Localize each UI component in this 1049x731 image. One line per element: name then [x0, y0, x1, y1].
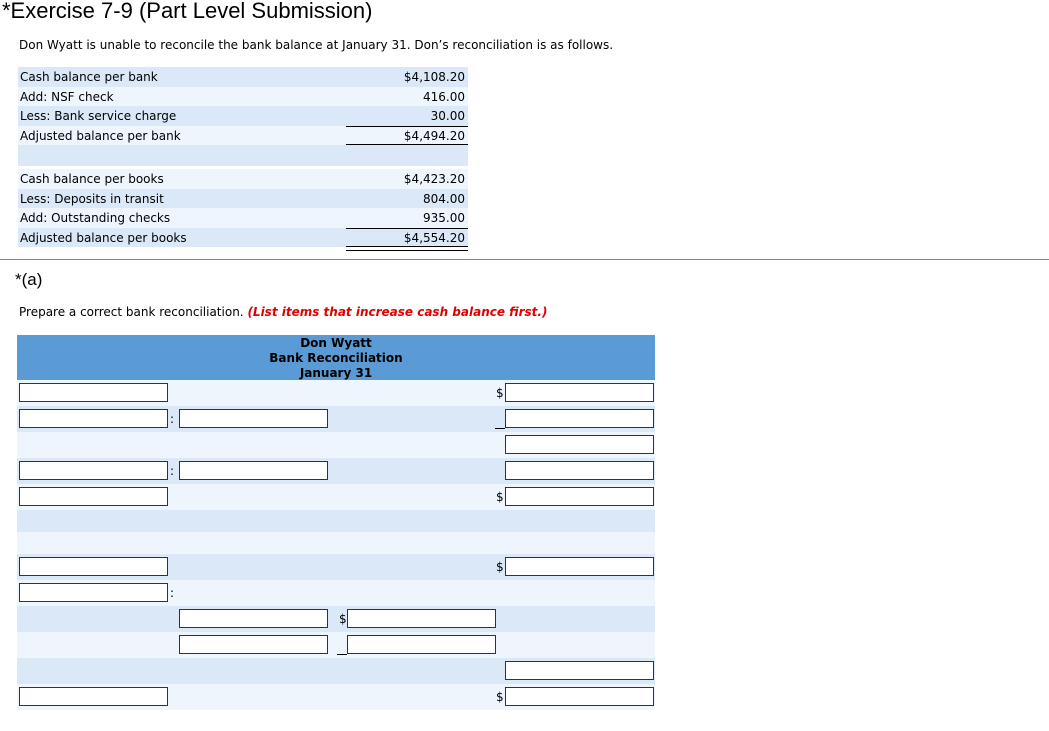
form-row	[17, 658, 655, 684]
amount-input[interactable]	[505, 435, 654, 454]
amount-input[interactable]	[505, 687, 654, 706]
form-row	[17, 458, 655, 484]
given-label: Add: Outstanding checks	[20, 211, 171, 225]
given-amount: 416.00	[423, 89, 465, 104]
given-row	[18, 208, 468, 228]
section-divider	[0, 259, 1049, 260]
subtotal-input[interactable]	[347, 609, 496, 628]
given-row	[18, 169, 468, 189]
given-row	[18, 67, 468, 87]
amount-input[interactable]	[505, 409, 654, 428]
colon: :	[170, 586, 175, 600]
instruction	[19, 305, 547, 319]
recon-header	[17, 335, 655, 380]
underline	[337, 654, 347, 655]
given-label: Adjusted balance per books	[20, 230, 187, 245]
form-row	[17, 632, 655, 658]
given-label: Less: Bank service charge	[20, 109, 177, 123]
form-row	[17, 554, 655, 580]
given-amount: 935.00	[423, 211, 465, 225]
currency-sign: $	[496, 690, 504, 704]
spacer-row	[17, 532, 655, 554]
given-amount: 804.00	[423, 191, 465, 206]
item-input[interactable]	[179, 609, 328, 628]
spacer-row	[18, 145, 468, 166]
form-row	[17, 484, 655, 510]
form-row	[17, 606, 655, 632]
form-row	[17, 406, 655, 432]
amount-input[interactable]	[505, 487, 654, 506]
double-underline	[346, 246, 468, 251]
part-label: *(a)	[15, 270, 43, 289]
given-amount: 30.00	[430, 109, 465, 123]
account-input[interactable]	[19, 583, 168, 602]
underline	[495, 428, 505, 429]
form-row	[17, 380, 655, 406]
given-amount: $4,494.20	[403, 128, 465, 143]
report-name: Bank Reconciliation	[269, 351, 403, 365]
given-label: Add: NSF check	[20, 89, 114, 104]
currency-sign: $	[496, 490, 504, 504]
problem-intro: Don Wyatt is unable to reconcile the bank balance at January 31. Don’s reconciliation is as follows.	[19, 38, 614, 52]
given-label: Cash balance per books	[20, 172, 164, 186]
currency-sign: $	[496, 560, 504, 574]
amount-input[interactable]	[505, 661, 654, 680]
account-input[interactable]	[19, 461, 168, 480]
given-label: Cash balance per bank	[20, 70, 158, 84]
given-label: Less: Deposits in transit	[20, 191, 164, 206]
given-bank-reconciliation	[18, 67, 468, 166]
given-row	[18, 126, 468, 146]
account-input[interactable]	[19, 383, 168, 402]
currency-sign: $	[496, 386, 504, 400]
account-input[interactable]	[19, 487, 168, 506]
form-row	[17, 580, 655, 606]
form-row	[17, 432, 655, 458]
given-row	[18, 189, 468, 209]
account-input[interactable]	[19, 409, 168, 428]
amount-input[interactable]	[505, 461, 654, 480]
colon: :	[170, 412, 175, 426]
given-row	[18, 106, 468, 126]
instruction-text: Prepare a correct bank reconciliation.	[19, 305, 244, 319]
given-row	[18, 87, 468, 107]
given-row	[18, 228, 468, 248]
report-date: January 31	[299, 366, 373, 380]
given-book-reconciliation	[18, 169, 468, 247]
account-input[interactable]	[19, 557, 168, 576]
item-input[interactable]	[179, 635, 328, 654]
given-amount: $4,108.20	[403, 70, 465, 84]
subtotal-input[interactable]	[347, 635, 496, 654]
form-row	[17, 684, 655, 710]
amount-input[interactable]	[505, 557, 654, 576]
spacer-row	[17, 510, 655, 532]
item-input[interactable]	[179, 409, 328, 428]
colon: :	[170, 464, 175, 478]
given-amount: $4,554.20	[403, 230, 465, 245]
company-name: Don Wyatt	[300, 336, 372, 350]
item-input[interactable]	[179, 461, 328, 480]
currency-sign: $	[339, 612, 347, 626]
instruction-hint: (List items that increase cash balance first.)	[247, 305, 548, 319]
amount-input[interactable]	[505, 383, 654, 402]
exercise-title: *Exercise 7-9 (Part Level Submission)	[2, 0, 373, 23]
given-label: Adjusted balance per bank	[20, 128, 181, 143]
given-amount: $4,423.20	[403, 172, 465, 186]
bank-reconciliation-form	[17, 335, 655, 710]
account-input[interactable]	[19, 687, 168, 706]
